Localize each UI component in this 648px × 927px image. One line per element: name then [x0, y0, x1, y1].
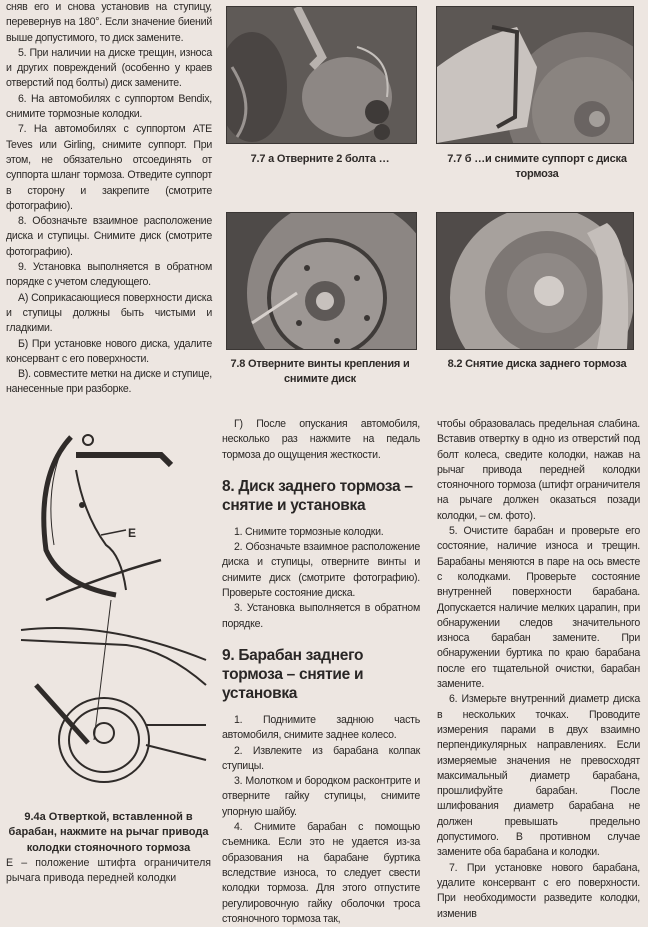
photo-8-2 [436, 212, 634, 350]
paragraph: 6. На автомобилях с суппортом Bendix, снимите тормозные колодки. [6, 92, 212, 121]
section-9-heading: 9. Барабан заднего тормоза – снятие и установка [222, 646, 364, 702]
paragraph: А) Соприкасающиеся поверхности диска и ступицы должны быть чистыми и гладкими. [6, 291, 212, 335]
paragraph: 9. Установка выполняется в обратном порядке с учетом следующего. [6, 261, 212, 289]
paragraph: 2. Извлеките из барабана колпак ступицы. [222, 744, 420, 772]
diagram-caption-note: Е – положение штифта ограничителя рычага привода передней колодки [6, 856, 211, 885]
paragraph: Г) После опускания автомобиля, несколько раз нажмите на педаль тормоза до ощущения жесткости. [222, 418, 420, 461]
photo-caption: 7.8 Отверните винты крепления и снимите диск [230, 358, 410, 385]
column-3 [437, 417, 640, 922]
paragraph: 3. Молотком и бородком расконтрите и отверните гайку ступицы, снимите упорную шайбу. [222, 775, 420, 818]
column-1 [6, 0, 212, 398]
photo-7-8 [226, 212, 417, 350]
diagram-caption [6, 810, 211, 886]
paragraph: 1. Снимите тормозные колодки. [234, 525, 384, 538]
paragraph: 3. Установка выполняется в обратном порядке. [222, 602, 420, 630]
paragraph: Б) При установке нового диска, удалите консервант с его поверхности. [6, 337, 212, 365]
paragraph: 6. Измерьте внутренний диаметр диска в нескольких точках. Проводите измерения парами в двух взаимно перпендикулярных направлениях. Если измеряемые значения не превосходят максимальный диаметр барабана, прошлифуйте барабан. После шлифования диаметр барабана не должен превышать предельно допустимого. В противном случае замените оба барабана и колодки. [437, 693, 640, 859]
photo-7-7a [226, 6, 417, 144]
diagram-caption-title: 9.4а Отверткой, вставленной в барабан, нажмите на рычаг привода колодки стояночного тормоза [8, 811, 209, 854]
photo-caption: 7.7 б …и снимите суппорт с диска тормоза [447, 153, 627, 180]
paragraph: 5. При наличии на диске трещин, износа и других повреждений (особенно у краев отверстий под болты) диск замените. [6, 46, 212, 90]
photo-7-7b [436, 6, 634, 144]
paragraph: В). совместите метки на диске и ступице, нанесенные при разборке. [6, 368, 212, 396]
column-2 [222, 417, 420, 927]
paragraph: 4. Снимите барабан с помощью съемника. Если это не удается из-за образования на барабане буртика вследствие износа, то следует свести колодки тормоза. Для этого отпустите регулировочную гайку оболочки троса стояночного тормоза так, [222, 821, 420, 925]
brake-drum-diagram [6, 425, 211, 810]
photo-caption: 8.2 Снятие диска заднего тормоза [447, 358, 627, 370]
paragraph: 7. На автомобилях с суппортом ATE Teves или Girling, снимите суппорт. При этом, не обязательно отсоединять от суппорта шланг тормоза. Отведите суппорт в сторону и закрепите (смотрите фотографию). [6, 123, 212, 212]
paragraph: чтобы образовалась предельная слабина. Вставив отвертку в одно из отверстий под болт колеса, сведите колодки, нажав на рычаг привода передней колодки стояночного тормоза (штифт ограничителя на рычаге должен оказаться позади колодки, – см. фото). [437, 418, 640, 522]
paragraph: сняв его и снова установив на ступицу, перевернув на 180°. Если значение биений выше допустимого, то диск замените. [6, 1, 212, 44]
photo-caption: 7.7 а Отверните 2 болта … [250, 153, 390, 165]
paragraph: 5. Очистите барабан и проверьте его состояние, наличие износа и трещин. Барабаны меняются в паре на ось вместе с колодками. Проверьте состояние внутренней поверхности барабана. Допускается наличие мелких царапин, при обнаружении следов значительного износа барабан замените. При обнаружении буртика по краю барабана после его тщательной очистки, барабан замените. [437, 525, 640, 691]
paragraph: 1. Поднимите заднюю часть автомобиля, снимите заднее колесо. [222, 713, 420, 742]
section-8-heading: 8. Диск заднего тормоза – снятие и установка [222, 477, 413, 514]
paragraph: 7. При установке нового барабана, удалите консервант с его поверхности. При необходимости разведите колодки, изменив [437, 861, 640, 920]
paragraph: 2. Обозначьте взаимное расположение диска и ступицы, отверните винты и снимите диск (смотрите фотографию). Проверьте состояние диска. [222, 541, 420, 600]
label-e: E [128, 526, 137, 540]
paragraph: 8. Обозначьте взаимное расположение диска и ступицы. Снимите диск (смотрите фотографию). [6, 215, 212, 258]
